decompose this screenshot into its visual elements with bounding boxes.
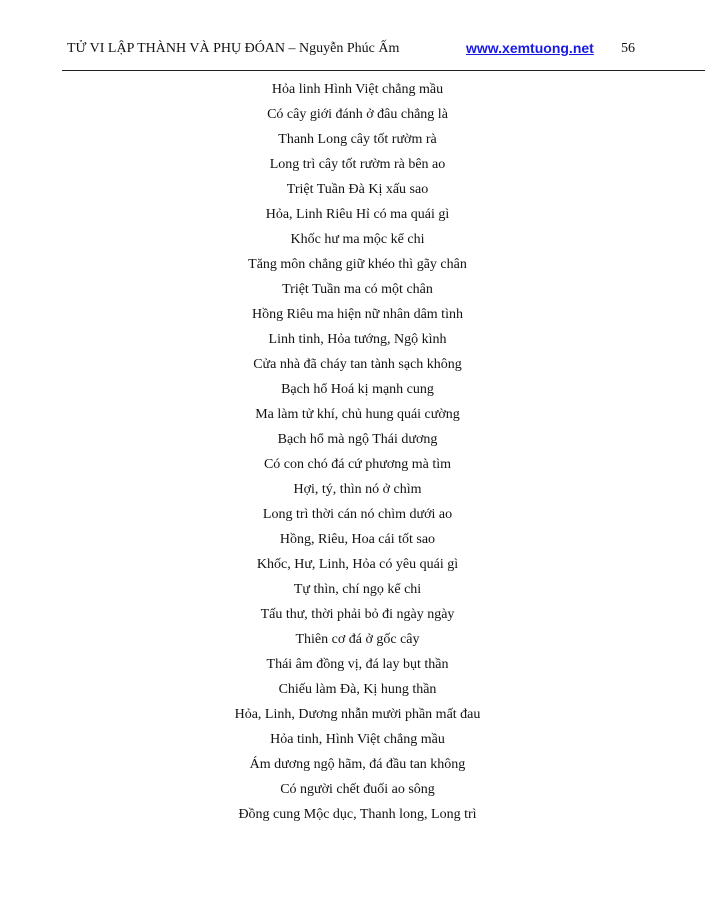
document-title: TỬ VI LẬP THÀNH VÀ PHỤ ĐÓAN – Nguyễn Phúc Ấm bbox=[67, 41, 400, 56]
verse-line: Có con chó đá cứ phương mà tìm bbox=[263, 457, 452, 472]
verse-line: Tăng môn chẳng giữ khéo thì gãy chân bbox=[248, 257, 467, 272]
verse-line: Ma làm tử khí, chủ hung quái cường bbox=[255, 407, 460, 422]
verse-line: Chiếu làm Đà, Kị hung thần bbox=[278, 682, 437, 697]
verse-line: Tấu thư, thời phải bỏ đi ngày ngày bbox=[260, 607, 455, 622]
verse-line: Hỏa, Linh Riêu Hỉ có ma quái gì bbox=[265, 207, 450, 222]
verse-line: Triệt Tuần ma có một chân bbox=[282, 282, 433, 297]
verse-line: Hợi, tý, thìn nó ở chìm bbox=[293, 482, 422, 497]
verse-line: Triệt Tuần Đà Kị xấu sao bbox=[286, 182, 429, 197]
verse-line: Hồng Riêu ma hiện nữ nhân dâm tình bbox=[252, 307, 463, 322]
verse-line: Khốc, Hư, Linh, Hỏa có yêu quái gì bbox=[256, 557, 459, 572]
verse-line: Hỏa linh Hình Việt chẳng mầu bbox=[271, 82, 444, 97]
verse-line: Thái âm đồng vị, đá lay bụt thần bbox=[266, 657, 449, 672]
verse-line: Bạch hổ mà ngộ Thái dương bbox=[277, 432, 438, 447]
verse-line: Ám dương ngộ hãm, đá đầu tan không bbox=[249, 757, 466, 772]
verse-line: Tự thìn, chí ngọ kể chi bbox=[293, 582, 422, 597]
poem-body bbox=[0, 77, 705, 827]
verse-line: Hỏa, Linh, Dương nhẫn mười phần mất đau bbox=[234, 707, 481, 722]
page-header bbox=[67, 41, 647, 61]
verse-line: Có người chết đuối ao sông bbox=[280, 782, 435, 797]
website-link[interactable]: www.xemtuong.net bbox=[466, 40, 594, 56]
verse-line: Bạch hổ Hoá kị mạnh cung bbox=[281, 382, 434, 397]
verse-line: Thanh Long cây tốt rườm rà bbox=[278, 132, 437, 147]
verse-line: Khốc hư ma mộc kể chi bbox=[290, 232, 425, 247]
verse-line: Long trì thời cán nó chìm dưới ao bbox=[262, 507, 453, 522]
page-number: 56 bbox=[621, 41, 635, 56]
verse-line: Đồng cung Mộc dục, Thanh long, Long trì bbox=[238, 807, 477, 822]
verse-line: Thiên cơ đá ở gốc cây bbox=[295, 632, 420, 647]
verse-line: Có cây giới đánh ở đâu chẳng là bbox=[267, 107, 448, 122]
verse-line: Hồng, Riêu, Hoa cái tốt sao bbox=[279, 532, 436, 547]
verse-line: Hỏa tinh, Hình Việt chẳng mầu bbox=[270, 732, 445, 747]
verse-line: Long trì cây tốt rườm rà bên ao bbox=[269, 157, 446, 172]
verse-line: Linh tinh, Hỏa tướng, Ngộ kình bbox=[268, 332, 447, 347]
verse-line: Cửa nhà đã cháy tan tành sạch không bbox=[253, 357, 462, 372]
header-divider bbox=[62, 70, 705, 71]
